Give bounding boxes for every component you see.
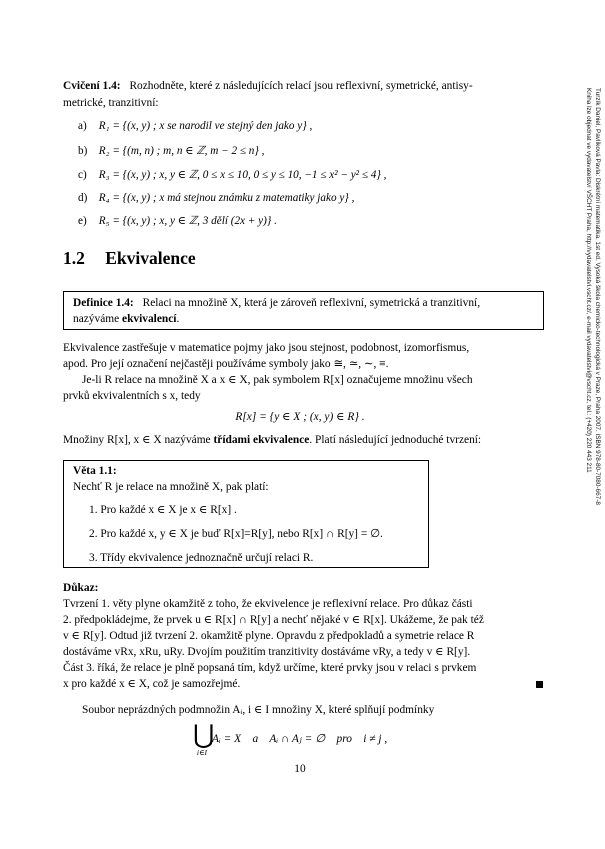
para1-line4: prvků ekvivalentních s x, tedy bbox=[63, 390, 201, 402]
item-label: e) bbox=[78, 215, 87, 227]
definition-text: Relaci na množině X, která je zároveň reflexivní, symetrická a tranzitivní, bbox=[142, 297, 481, 309]
equation-partition-rest: Aᵢ = X a Aᵢ ∩ Aⱼ = ∅ pro i ≠ j , bbox=[212, 733, 388, 745]
para1-line3: Je-li R relace na množině X a x ∈ X, pak symbolem R[x] označujeme množinu všech bbox=[82, 374, 473, 386]
equation-equivalence-class: R[x] = {y ∈ X ; (x, y) ∈ R} . bbox=[235, 411, 365, 423]
proof-line-1: Tvrzení 1. věty plyne okamžitě z toho, že ekvivelence je reflexivní relace. Pro důkaz části bbox=[63, 598, 473, 610]
theorem-item-1: 1. Pro každé x ∈ X je x ∈ R[x] . bbox=[89, 504, 237, 516]
exercise-item-c bbox=[78, 168, 386, 181]
section-title: Ekvivalence bbox=[105, 248, 196, 268]
item-label: b) bbox=[78, 145, 88, 157]
union-subscript: i∈I bbox=[196, 748, 208, 757]
para2-post: . Platí následující jednoduché tvrzení: bbox=[309, 434, 482, 446]
qed-square-icon bbox=[536, 681, 543, 688]
exercise-heading: Cvičení 1.4: bbox=[63, 80, 121, 92]
theorem-intro: Nechť R je relace na množině X, pak platí: bbox=[73, 481, 269, 493]
definition-line2-post: . bbox=[176, 313, 180, 325]
item-label: c) bbox=[78, 169, 87, 181]
exercise-item-d bbox=[78, 192, 354, 204]
big-union-symbol: ⋃ bbox=[193, 720, 215, 750]
para2-term: třídami ekvivalence bbox=[213, 434, 310, 446]
section-heading bbox=[63, 248, 196, 269]
citation-line2: Kniha lze objednat ve vydavatelství VŠCHT Praha, http://vydavatelstvi.vscht.cz/, e-mail vydavatelstvi@vscht.cz, tel.: (+420) 220 443 211 bbox=[585, 88, 593, 473]
theorem-item-3: 3. Třídy ekvivalence jednoznačně určují relaci R. bbox=[89, 552, 314, 564]
item-text: R₁ = {(x, y) ; x se narodil ve stejný den jako y} , bbox=[98, 120, 313, 132]
exercise-item-a bbox=[78, 120, 312, 132]
definition-line1 bbox=[73, 295, 480, 311]
definition-line2-pre: nazýváme bbox=[73, 313, 123, 325]
para2 bbox=[63, 432, 481, 448]
exercise-intro-line1: Rozhodněte, které z následujících relací jsou reflexivní, symetrické, antisy- bbox=[129, 80, 473, 92]
definition-line2 bbox=[73, 311, 179, 327]
proof-line-4: dostáváme vRx, xRu, uRy. Dvojím použitím tranzitivity dostáváme vRy, a tedy v ∈ R[y]. bbox=[63, 646, 471, 658]
item-text: R₅ = {(x, y) ; x, y ∈ ℤ, 3 dělí (2x + y)} . bbox=[98, 215, 277, 227]
item-text: R₂ = {(m, n) ; m, n ∈ ℤ, m − 2 ≤ n} , bbox=[98, 145, 265, 157]
equation-partition-union bbox=[193, 720, 215, 757]
theorem-item-2: 2. Pro každé x, y ∈ X je buď R[x]=R[y], nebo R[x] ∩ R[y] = ∅. bbox=[89, 528, 383, 540]
citation-sidebar bbox=[583, 88, 605, 608]
section-number: 1.2 bbox=[63, 248, 85, 268]
item-text: R₄ = {(x, y) ; x má stejnou známku z matematiky jako y} , bbox=[98, 192, 355, 204]
exercise-intro bbox=[63, 78, 568, 94]
definition-term: ekvivalencí bbox=[122, 313, 177, 325]
item-label: a) bbox=[78, 120, 87, 132]
exercise-intro-line2: metrické, tranzitivní: bbox=[63, 97, 159, 109]
theorem-heading: Věta 1.1: bbox=[73, 465, 117, 477]
citation-text bbox=[584, 88, 601, 505]
para3: Soubor neprázdných podmnožin Aᵢ, i ∈ I množiny X, které splňují podmínky bbox=[82, 704, 435, 716]
para1-line1: Ekvivalence zastřešuje v matematice pojmy jako jsou stejnost, podobnost, izomorfismus, bbox=[63, 342, 470, 354]
para1-line2: apod. Pro její označení nejčastěji používáme symboly jako ≅, ≃, ∼, ≡. bbox=[63, 358, 389, 370]
page-number: 10 bbox=[294, 763, 306, 775]
proof-line-2: 2. předpokládejme, že prvek u ∈ R[x] ∩ R[y] a nechť nějaké v ∈ R[x]. Ukážeme, že pak též bbox=[63, 614, 484, 626]
exercise-item-e bbox=[78, 214, 277, 227]
item-text: R₃ = {(x, y) ; x, y ∈ ℤ, 0 ≤ x ≤ 10, 0 ≤ y ≤ 10, −1 ≤ x² − y² ≤ 4} , bbox=[98, 169, 387, 181]
definition-heading: Definice 1.4: bbox=[73, 297, 134, 309]
proof-line-5: Část 3. říká, že relace je plně popsaná tím, když určíme, které prvky jsou v relaci s prvkem bbox=[63, 662, 477, 674]
exercise-item-b bbox=[78, 144, 264, 157]
proof-line-3: v ∈ R[y]. Odtud již tvrzení 2. okamžitě plyne. Opravdu z předpokladů a symetrie relace R bbox=[63, 630, 475, 642]
item-label: d) bbox=[78, 192, 88, 204]
proof-heading: Důkaz: bbox=[63, 582, 99, 594]
para2-pre: Množiny R[x], x ∈ X nazýváme bbox=[63, 434, 214, 446]
proof-line-6: x pro každé x ∈ X, což je samozřejmé. bbox=[63, 678, 241, 690]
citation-line1: Turzík Daniel, Pavlíková Pavla: Diskrétní matematika. 1st ed. Vysoká škola chemicko-technologická v Praze, Praha 2007. ISBN 978-80-7080-667-8 bbox=[594, 88, 601, 505]
